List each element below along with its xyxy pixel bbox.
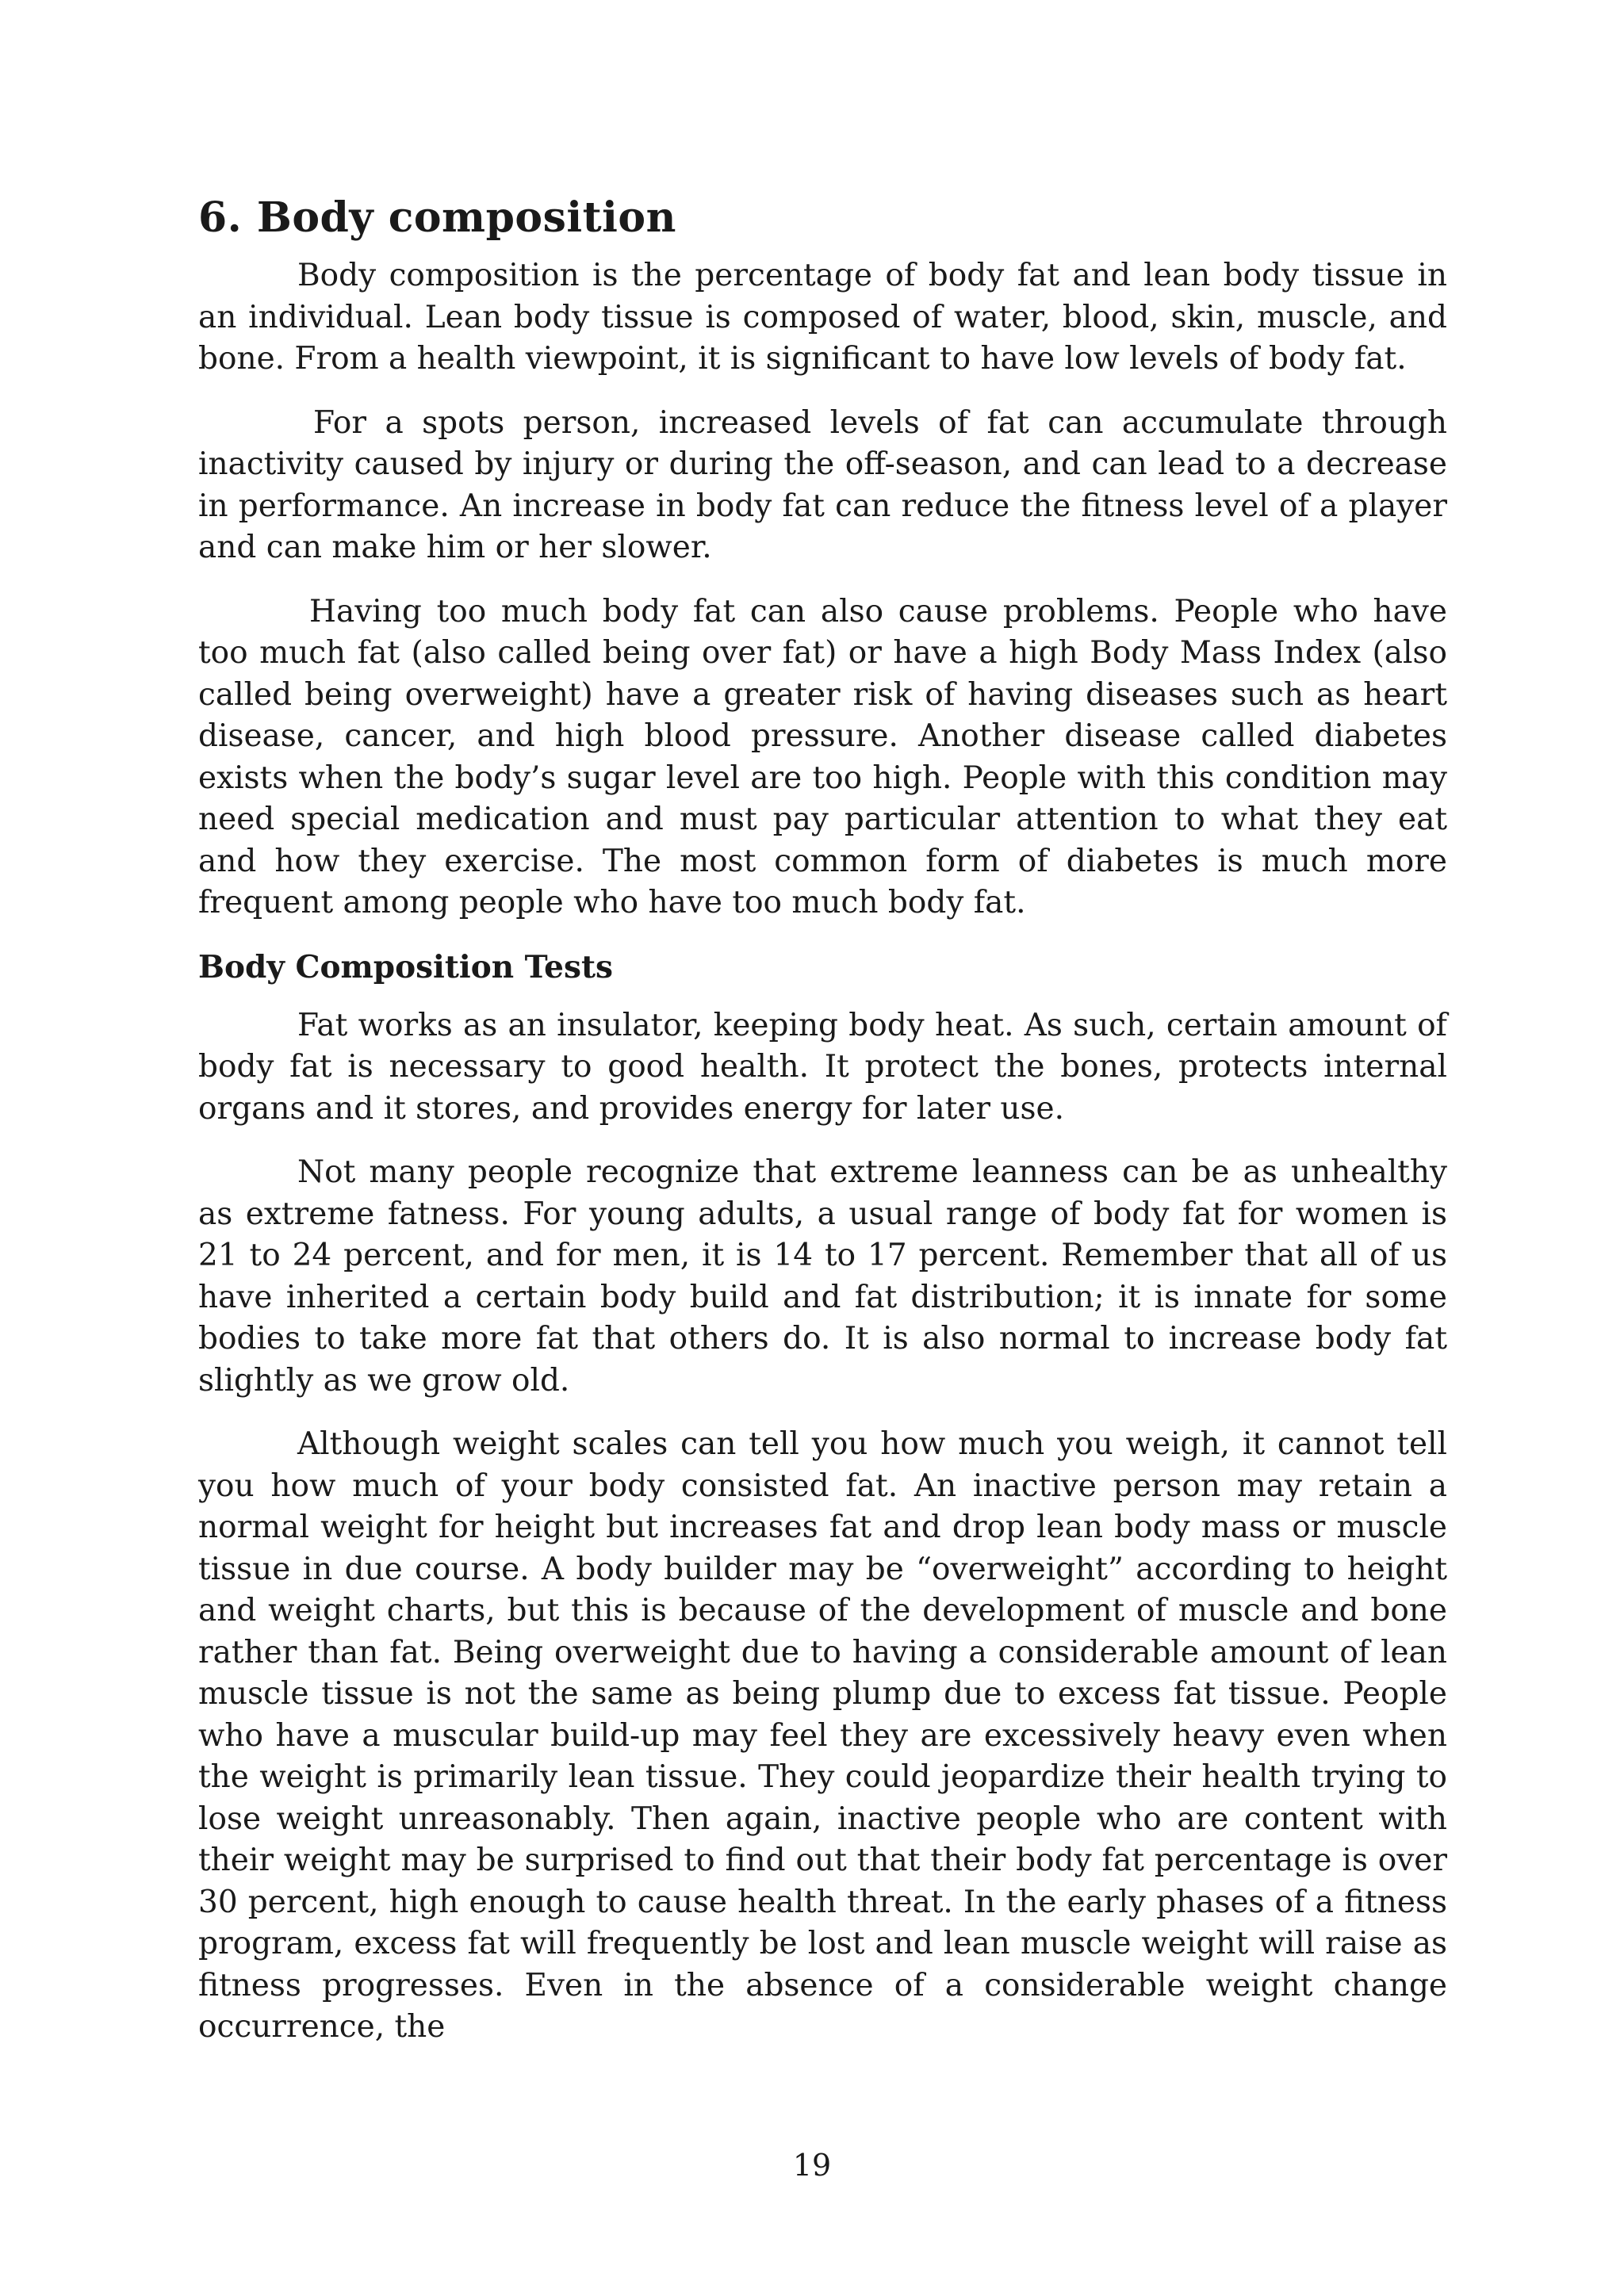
body-paragraph: Although weight scales can tell you how much you weigh, it cannot tell you how much of your body consisted fat. An inactive person may retain a normal weight for height but increases fat and drop lean body mass or muscle tissue in due course. A body builder may be “overweight” according to height and weight charts, but this is because of the development of muscle and bone rather than fat. Being overweight due to having a considerable amount of lean muscle tissue is not the same as being plump due to excess fat tissue. People who have a muscular build-up may feel they are excessively heavy even when the weight is primarily lean tissue. They could jeopardize their health trying to lose weight unreasonably. Then again, inactive people who are content with their weight may be surprised to find out that their body fat percentage is over 30 percent, high enough to cause health threat. In the early phases of a fitness program, excess fat will frequently be lost and lean muscle weight will raise as fitness progresses. Even in the absence of a considerable weight change occurrence, the bbox=[198, 1426, 1447, 2045]
subsection-title: Body Composition Tests bbox=[198, 948, 613, 985]
body-paragraph: Fat works as an insulator, keeping body heat. As such, certain amount of body fat is necessary to good health. It protect the bones, protects internal organs and it stores, and provides energy for later use. bbox=[198, 1007, 1447, 1127]
body-paragraph: Not many people recognize that extreme leanness can be as unhealthy as extreme fatness. For young adults, a usual range of body fat for women is 21 to 24 percent, and for men, it is 14 to 17 percent. Remember that all of us have inherited a certain body build and fat distribution; it is innate for some bodies to take more fat that others do. It is also normal to increase body fat slightly as we grow old. bbox=[198, 1154, 1447, 1399]
body-paragraph: Body composition is the percentage of body fat and lean body tissue in an individual. Lean body tissue is composed of water, blood, skin, muscle, and bone. From a health viewpoint, it is significant to have low levels of body fat. bbox=[198, 258, 1447, 377]
section-title: 6. Body composition bbox=[198, 193, 676, 242]
body-paragraph: Having too much body fat can also cause problems. People who have too much fat (also called being over fat) or have a high Body Mass Index (also called being overweight) have a greater risk of having diseases such as heart disease, cancer, and high blood pressure. Another disease called diabetes exists when the body’s sugar level are too high. People with this condition may need special medication and must pay particular attention to what they eat and how they exercise. The most common form of diabetes is much more frequent among people who have too much body fat. bbox=[198, 593, 1447, 920]
body-paragraph: For a spots person, increased levels of fat can accumulate through inactivity caused by injury or during the off-season, and can lead to a decrease in performance. An increase in body fat can reduce the fitness level of a player and can make him or her slower. bbox=[198, 404, 1447, 565]
document-page bbox=[198, 190, 1447, 2071]
page-number: 19 bbox=[792, 2148, 832, 2183]
